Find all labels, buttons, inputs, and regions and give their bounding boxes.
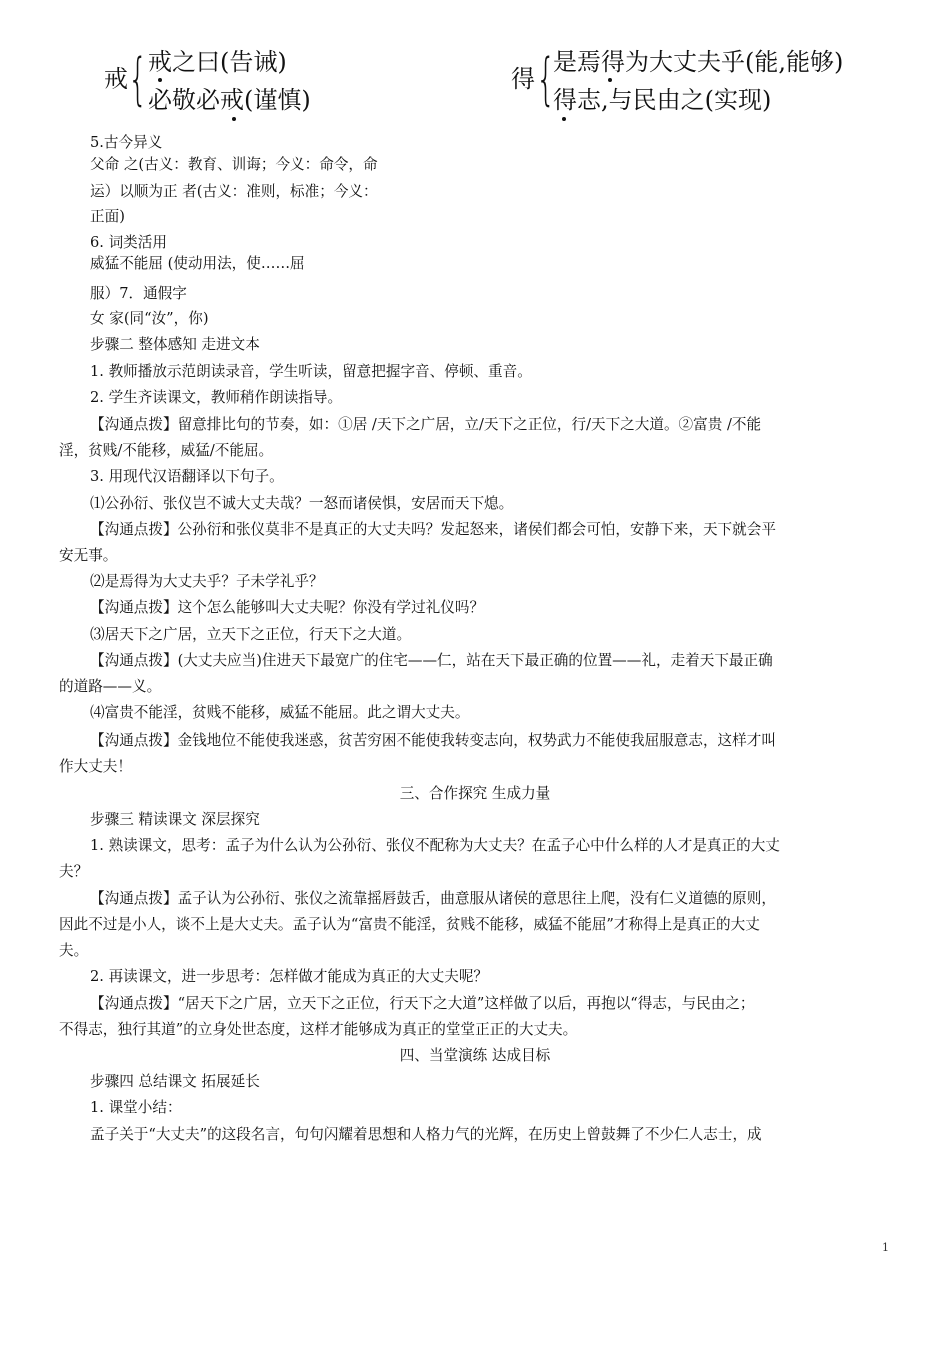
section-step-title: 步骤三 精读课文 深层探究 [90, 811, 260, 828]
text-line: 【沟通点拨】这个怎么能够叫大丈夫呢？你没有学过礼仪吗？ [90, 599, 485, 616]
left-brace: { [128, 47, 148, 112]
text-line: 【沟通点拨】孟子认为公孙衍、张仪之流靠摇唇鼓舌，曲意服从诸侯的意思往上爬，没有仁义道德的原则， [90, 890, 776, 907]
text-line: 【沟通点拨】公孙衍和张仪莫非不是真正的大丈夫吗？发起怒来，诸侯们都会可怕，安静下来，天下就会平 [90, 521, 776, 538]
emphasis-dot [608, 78, 612, 82]
text-line: 3. 用现代汉语翻译以下句子。 [90, 468, 284, 485]
text-line: 因此不过是小人，谈不上是大丈夫。孟子认为“富贵不能淫，贫贱不能移，威猛不能屈”才称得上是真正的大丈 [59, 916, 760, 933]
text-line: 女 家(同“汝”，你) [90, 310, 209, 327]
emphasis-dot [562, 117, 566, 121]
text-line: 作大丈夫！ [59, 758, 132, 775]
left-line-2: 必敬必戒(谨慎) [148, 86, 311, 114]
left-line-1: 戒之曰(告诫) [148, 48, 287, 76]
text-line: 运）以顺为正 者(古义：准则，标准；今义： [90, 183, 378, 200]
right-line-1: 是焉得为大丈夫乎(能,能够) [553, 48, 844, 76]
text-line: 【沟通点拨】留意排比句的节奏，如：①居 /天下之广居，立/天下之正位，行/天下之大道。②富贵 /不能 [90, 416, 762, 433]
text-line: 淫，贫贱/不能移，威猛/不能屈。 [59, 442, 274, 459]
text-line: 2. 再读课文，进一步思考：怎样做才能成为真正的大丈夫呢？ [90, 968, 489, 985]
text-line: 6. 词类活用 [90, 234, 167, 251]
text-line: ⑷富贵不能淫，贫贱不能移，威猛不能屈。此之谓大丈夫。 [90, 704, 470, 721]
section-heading: 三、合作探究 生成力量 [399, 785, 551, 802]
text-line: 夫。 [59, 942, 89, 959]
text-line: 父命 之(古义：教育、训诲；今义：命令，命 [90, 156, 378, 173]
text-line: 1. 熟读课文，思考：孟子为什么认为公孙衍、张仪不配称为大丈夫？在孟子心中什么样的人才是真正的大丈 [90, 837, 780, 854]
right-line-2: 得志,与民由之(实现) [553, 86, 772, 114]
text-line: ⑶居天下之广居，立天下之正位，行天下之大道。 [90, 626, 412, 643]
text-line: 【沟通点拨】“居天下之广居，立天下之正位，行天下之大道”这样做了以后，再抱以“得志，与民由之； [90, 995, 755, 1012]
text-line: 正面) [90, 208, 125, 225]
text-line: 【沟通点拨】(大丈夫应当)住进天下最宽广的住宅——仁，站在天下最正确的位置——礼，走着天下最正确 [90, 652, 773, 669]
right-group-char: 得 [511, 65, 535, 93]
text-line: 安无事。 [59, 547, 118, 564]
left-group-char: 戒 [104, 65, 128, 93]
text-line: 【沟通点拨】金钱地位不能使我迷惑，贫苦穷困不能使我转变志向，权势武力不能使我屈服意志，这样才叫 [90, 732, 776, 749]
text-line: 服）7．通假字 [90, 285, 187, 302]
text-line: 威猛不能屈 (使动用法，使……屈 [90, 255, 305, 272]
emphasis-dot [158, 78, 162, 82]
section-step-title: 步骤二 整体感知 走进文本 [90, 336, 260, 353]
page-number: 1 [882, 1241, 889, 1254]
emphasis-dot [232, 117, 236, 121]
text-line: ⑵是焉得为大丈夫乎？子未学礼乎？ [90, 573, 324, 590]
text-line: 1. 教师播放示范朗读录音，学生听读，留意把握字音、停顿、重音。 [90, 363, 532, 380]
text-line: 不得志，独行其道”的立身处世态度，这样才能够成为真正的堂堂正正的大丈夫。 [59, 1021, 578, 1038]
section-heading: 四、当堂演练 达成目标 [399, 1047, 551, 1064]
right-brace: { [536, 47, 556, 112]
text-line: 夫？ [59, 863, 89, 880]
text-line: 孟子关于“大丈夫”的这段名言，句句闪耀着思想和人格力气的光辉，在历史上曾鼓舞了不少仁人志士，成 [90, 1126, 762, 1143]
text-line: 5.古今异义 [90, 134, 163, 151]
section-step-title: 步骤四 总结课文 拓展延长 [90, 1073, 260, 1090]
text-line: ⑴公孙衍、张仪岂不诚大丈夫哉？一怒而诸侯惧，安居而天下熄。 [90, 495, 514, 512]
text-line: 1. 课堂小结： [90, 1099, 182, 1116]
text-line: 的道路——义。 [59, 678, 162, 695]
text-line: 2. 学生齐读课文，教师稍作朗读指导。 [90, 389, 343, 406]
